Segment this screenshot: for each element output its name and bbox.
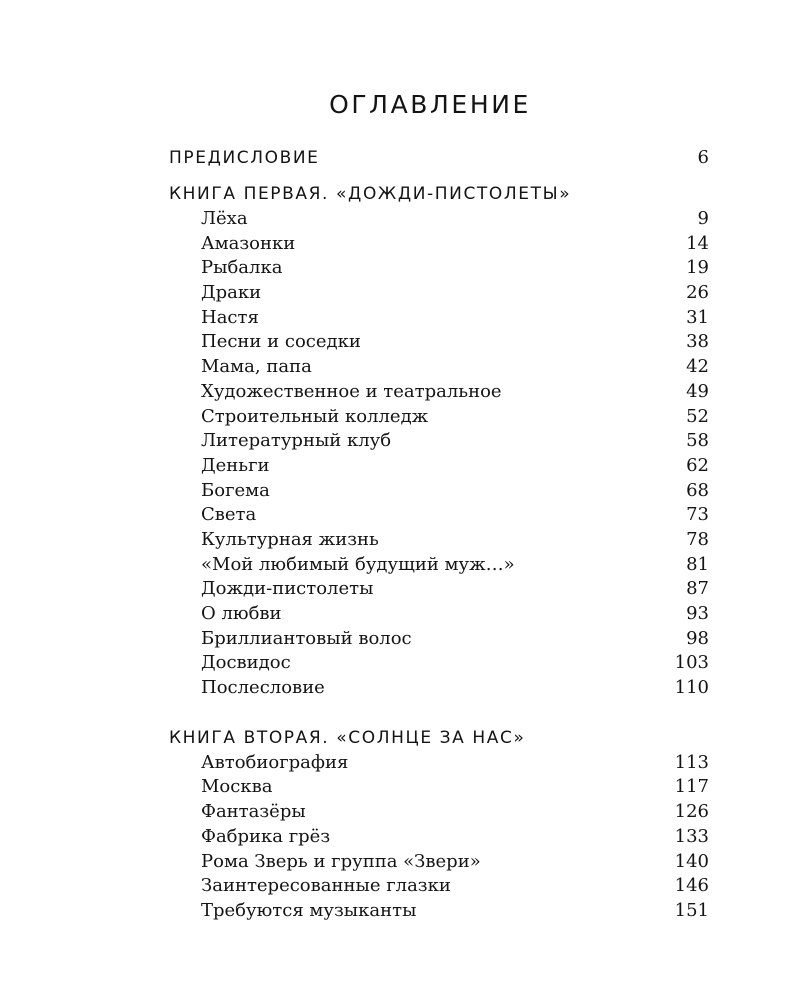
toc-entry <box>169 207 709 232</box>
table-of-contents <box>169 145 709 924</box>
toc-entry <box>169 825 709 850</box>
toc-entry <box>169 405 709 430</box>
entry-page-number: 9 <box>697 208 709 229</box>
entry-page-number: 87 <box>686 578 709 600</box>
entry-title: Автобиография <box>201 751 349 773</box>
entry-title: Культурная жизнь <box>201 528 379 550</box>
entry-title: Досвидос <box>201 652 291 674</box>
entry-page-number: 62 <box>686 454 709 476</box>
toc-entry <box>169 330 709 355</box>
preface-label: ПРЕДИСЛОВИЕ <box>169 148 320 168</box>
entry-page-number: 110 <box>674 677 709 699</box>
entry-page-number: 117 <box>674 776 709 798</box>
toc-entry <box>169 751 709 776</box>
entry-title: Художественное и театральное <box>201 380 502 402</box>
toc-entry <box>169 503 709 528</box>
entry-page-number: 49 <box>686 380 709 402</box>
book-one-label: КНИГА ПЕРВАЯ. «ДОЖДИ-ПИСТОЛЕТЫ» <box>169 184 572 204</box>
entry-title: Строительный колледж <box>201 405 429 427</box>
entry-page-number: 103 <box>674 652 709 674</box>
entry-page-number: 31 <box>686 306 709 328</box>
entry-page-number: 38 <box>686 331 709 353</box>
entry-page-number: 26 <box>686 282 709 304</box>
toc-entry <box>169 306 709 331</box>
toc-entry <box>169 256 709 281</box>
toc-entry <box>169 429 709 454</box>
toc-entry <box>169 775 709 800</box>
entry-page-number: 58 <box>686 430 709 452</box>
entry-title: Бриллиантовый волос <box>201 627 412 649</box>
toc-entry <box>169 850 709 875</box>
entry-title: Драки <box>201 282 262 304</box>
toc-entry <box>169 602 709 627</box>
entry-title: О любви <box>201 603 282 624</box>
toc-entry <box>169 800 709 825</box>
toc-entry <box>169 874 709 899</box>
entry-title: Заинтересованные глазки <box>201 875 451 897</box>
book-two-heading <box>169 725 709 751</box>
toc-entry <box>169 380 709 405</box>
entry-title: Рома Зверь и группа «Звери» <box>201 850 481 872</box>
entry-title: Богема <box>201 479 270 501</box>
entry-title: Требуются музыканты <box>201 899 417 921</box>
entry-page-number: 14 <box>686 232 709 254</box>
entry-page-number: 126 <box>674 801 709 823</box>
toc-entry <box>169 899 709 924</box>
entry-page-number: 146 <box>674 875 709 897</box>
entry-title: Амазонки <box>201 232 296 254</box>
entry-title: Фабрика грёз <box>201 825 331 847</box>
toc-entry <box>169 676 709 701</box>
entry-page-number: 81 <box>686 553 709 575</box>
toc-entry <box>169 232 709 257</box>
entry-title: Деньги <box>201 454 270 476</box>
entry-title: Фантазёры <box>201 801 306 823</box>
entry-page-number: 151 <box>674 899 709 921</box>
entry-title: Москва <box>201 776 273 798</box>
preface-heading <box>169 145 709 171</box>
entry-title: Рыбалка <box>201 257 283 279</box>
book-one-entries <box>169 207 709 701</box>
entry-page-number: 140 <box>674 850 709 872</box>
entry-title: Литературный клуб <box>201 430 392 452</box>
book-two-entries <box>169 751 709 924</box>
entry-title: «Мой любимый будущий муж…» <box>201 553 515 575</box>
entry-page-number: 98 <box>686 627 709 649</box>
page-title: ОГЛАВЛЕНИЕ <box>329 90 531 119</box>
entry-title: Послесловие <box>201 677 325 699</box>
book-one-heading <box>169 181 709 207</box>
entry-page-number: 52 <box>686 405 709 427</box>
toc-entry <box>169 479 709 504</box>
entry-page-number: 19 <box>686 257 709 279</box>
preface-page-number: 6 <box>697 147 709 168</box>
book-two-label: КНИГА ВТОРАЯ. «СОЛНЦЕ ЗА НАС» <box>169 727 526 748</box>
entry-title: Настя <box>201 306 259 328</box>
entry-title: Дожди-пистолеты <box>201 578 374 600</box>
entry-page-number: 78 <box>686 528 709 550</box>
toc-entry <box>169 651 709 676</box>
entry-page-number: 93 <box>686 603 709 624</box>
entry-title: Мама, папа <box>201 356 312 378</box>
toc-entry <box>169 553 709 578</box>
toc-entry <box>169 577 709 602</box>
toc-entry <box>169 454 709 479</box>
toc-entry <box>169 281 709 306</box>
entry-page-number: 42 <box>686 356 709 378</box>
entry-title: Лёха <box>201 208 248 229</box>
entry-page-number: 68 <box>686 479 709 501</box>
toc-entry <box>169 355 709 380</box>
toc-entry <box>169 528 709 553</box>
toc-entry <box>169 627 709 652</box>
entry-page-number: 73 <box>686 504 709 526</box>
entry-page-number: 113 <box>674 751 709 773</box>
entry-page-number: 133 <box>674 825 709 847</box>
entry-title: Песни и соседки <box>201 331 361 353</box>
entry-title: Света <box>201 504 257 526</box>
